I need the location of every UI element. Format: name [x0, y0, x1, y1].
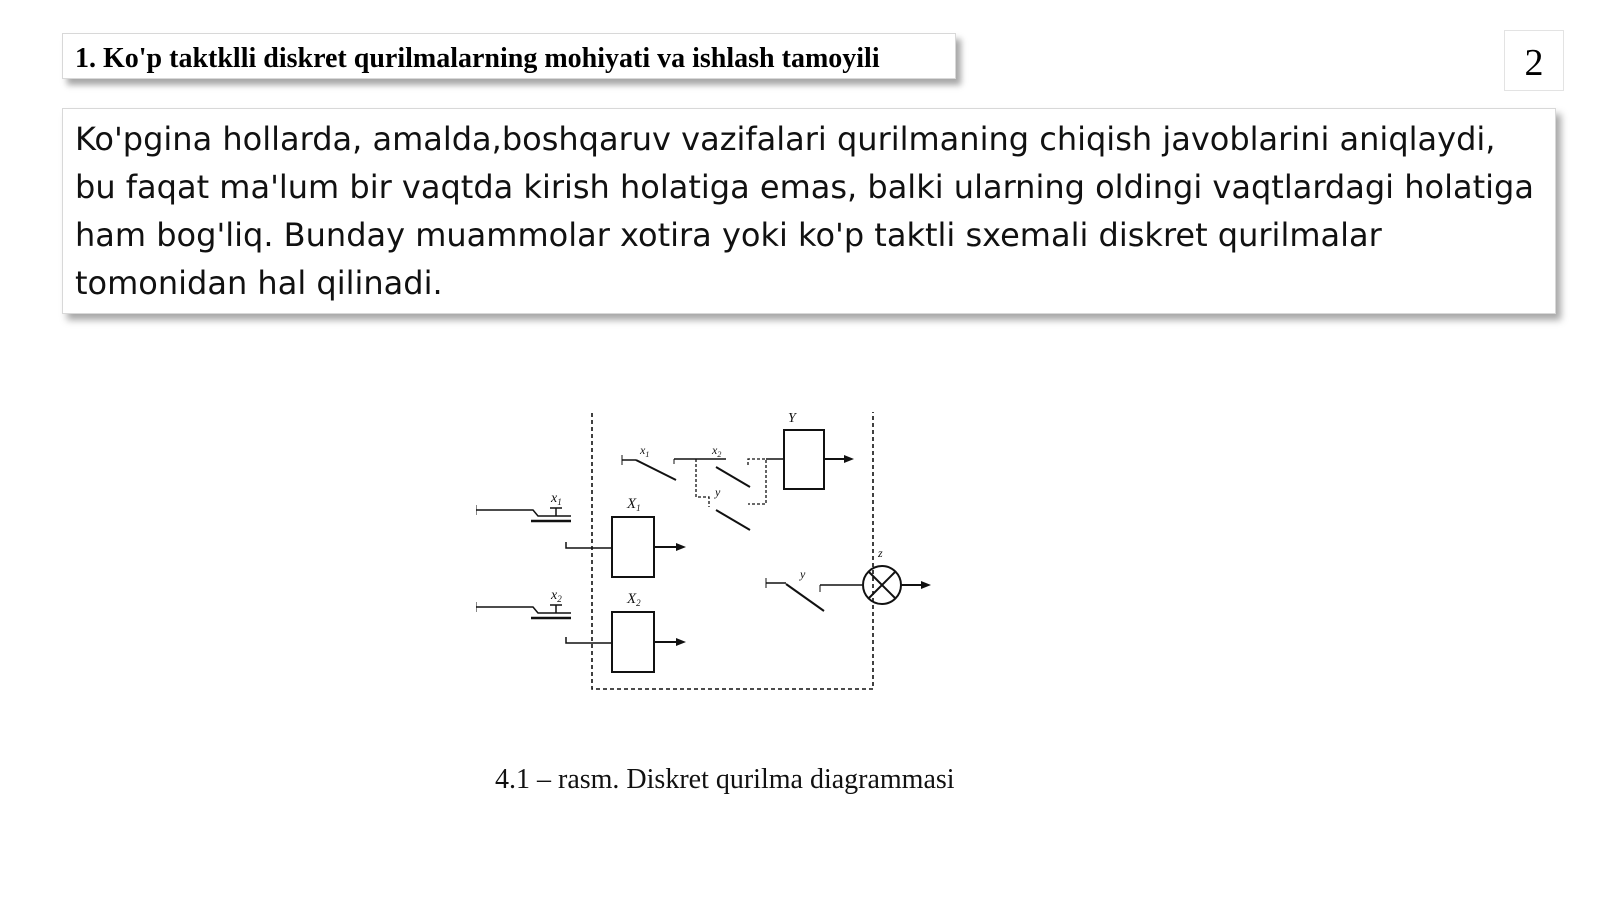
switch-network-Y [622, 430, 854, 530]
page-number: 2 [1524, 42, 1544, 84]
body-text-box [62, 108, 1556, 314]
switch-y-lamp-z [766, 566, 931, 611]
label-Y: Y [788, 412, 796, 426]
label-x1: $x_1$ [551, 491, 562, 507]
block-X1 [566, 517, 686, 577]
body-paragraph: Ko'pgina hollarda, amalda,boshqaruv vazifalari qurilmaning chiqish javoblarini aniqlaydi, bu faqat ma'lum bir vaqtda kirish holatiga emas, balki ularning oldingi vaqtlardagi holatiga ham bog'liq. Bunday muammolar xotira yoki ko'p taktli sxemali diskret qurilmalar tomonidan hal qilinadi. [75, 120, 1534, 302]
block-X2 [566, 612, 686, 672]
label-sw-y2: y [800, 567, 806, 581]
discrete-device-diagram [476, 412, 996, 727]
input-button-x2 [476, 602, 571, 618]
input-button-x1 [476, 505, 571, 521]
page-number-box [1504, 30, 1564, 91]
label-X1: $X_1$ [627, 496, 641, 513]
figure-caption: 4.1 – rasm. Diskret qurilma diagrammasi [495, 764, 955, 795]
slide-title: 1. Ko'p taktklli diskret qurilmalarning mohiyati va ishlash tamoyili [75, 43, 880, 74]
label-sw-x1: $x_1$ [640, 443, 650, 459]
device-boundary [592, 412, 873, 689]
label-sw-y1: y [715, 485, 721, 499]
label-z: z [878, 546, 883, 560]
label-X2: $X_2$ [627, 591, 641, 608]
slide-title-box [62, 33, 956, 79]
label-x2: $x_2$ [551, 588, 562, 604]
label-sw-x2: $x_2$ [712, 443, 722, 459]
